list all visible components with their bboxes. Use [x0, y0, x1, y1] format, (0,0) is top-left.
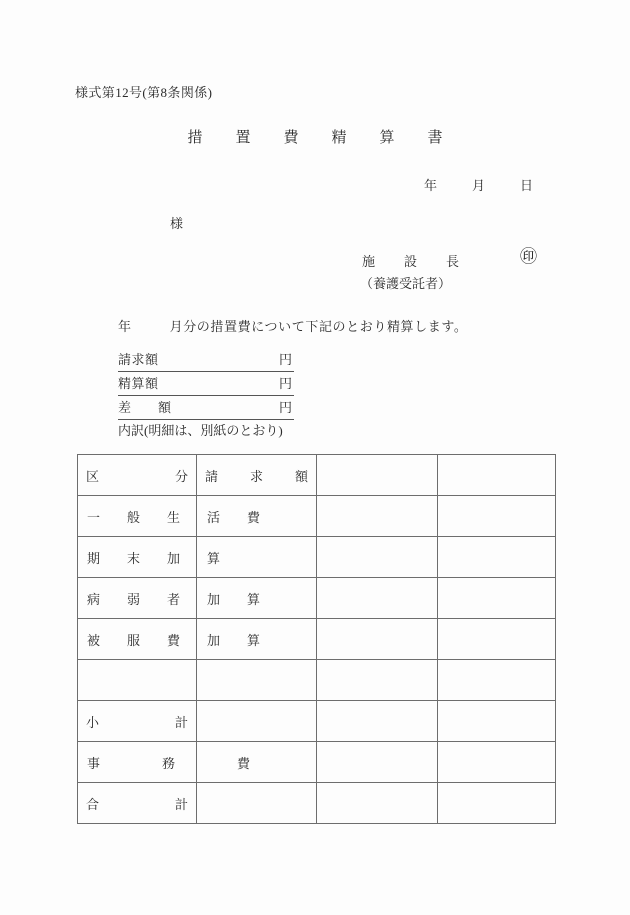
- header-cell-blank-1: [317, 455, 438, 496]
- amount-row-difference: [118, 396, 294, 420]
- table-row: [78, 537, 556, 578]
- row-label-text: 期 末 加 算: [87, 550, 228, 566]
- row-cell-amount[interactable]: [197, 660, 317, 701]
- row-label-text: 一 般 生 活 費: [87, 509, 268, 525]
- row-cell-blank-1[interactable]: [317, 742, 438, 783]
- amount-label-claim: 請求額: [118, 352, 159, 367]
- table-row: [78, 742, 556, 783]
- seal-icon: ㊞: [520, 247, 537, 266]
- row-label-text: 病 弱 者 加 算: [87, 591, 268, 607]
- statement-year-label: 年: [118, 319, 132, 334]
- header-amount-2: 求: [249, 468, 263, 484]
- header-category-left: 区: [86, 468, 100, 484]
- row-cell-blank-1[interactable]: [317, 496, 438, 537]
- signer-title: 施 設 長: [362, 254, 468, 269]
- date-month-label: 月: [471, 178, 486, 193]
- row-cell-blank-1[interactable]: [317, 619, 438, 660]
- row-cell-blank-2[interactable]: [438, 783, 556, 824]
- amount-lines: [118, 348, 294, 420]
- row-cell-blank-2[interactable]: [438, 742, 556, 783]
- row-label-text-right: 計: [174, 796, 188, 812]
- breakdown-note: 内訳(明細は、別紙のとおり): [118, 423, 283, 438]
- date-year-label: 年: [423, 178, 438, 193]
- addressee-honorific: 様: [170, 216, 184, 231]
- page-title: 措 置 費 精 算 書: [187, 130, 452, 146]
- table-row: [78, 701, 556, 742]
- amount-row-settlement: [118, 372, 294, 396]
- table-row: [78, 578, 556, 619]
- table-row: [78, 783, 556, 824]
- amount-unit-claim: 円: [278, 352, 292, 367]
- date-line: [424, 175, 534, 194]
- row-cell-blank-2[interactable]: [438, 619, 556, 660]
- amount-row-claim: [118, 348, 294, 372]
- statement-text: 月分の措置費について下記のとおり精算します。: [169, 319, 468, 334]
- header-cell-category: [78, 455, 197, 496]
- row-cell-blank-2[interactable]: [438, 578, 556, 619]
- row-label-text-left: 小: [86, 714, 100, 730]
- row-label-text: 被 服 費 加 算: [87, 632, 268, 648]
- header-cell-blank-2: [438, 455, 556, 496]
- row-label-clothing-expense-addition: [78, 619, 268, 660]
- row-cell-amount[interactable]: [197, 783, 317, 824]
- signer-subtitle: （養護受託者）: [360, 276, 452, 291]
- table-row: [78, 660, 556, 701]
- row-label-text-left: 合: [86, 796, 100, 812]
- row-label-empty[interactable]: [78, 660, 197, 701]
- header-category-right: 分: [174, 468, 188, 484]
- row-cell-amount[interactable]: [197, 701, 317, 742]
- form-number: 様式第12号(第8条関係): [75, 85, 213, 100]
- table-row: [78, 496, 556, 537]
- row-cell-blank-1[interactable]: [317, 701, 438, 742]
- cost-breakdown-table: [77, 454, 556, 824]
- row-cell-blank-1[interactable]: [317, 537, 438, 578]
- row-label-text: [86, 672, 87, 687]
- row-cell-blank-2[interactable]: [438, 496, 556, 537]
- amount-unit-settlement: 円: [278, 376, 292, 391]
- header-amount-3: 額: [294, 468, 308, 484]
- row-label-infirm-person-addition: [78, 578, 268, 619]
- date-day-label: 日: [519, 178, 534, 193]
- row-cell-blank-2[interactable]: [438, 701, 556, 742]
- table-header-row: [78, 455, 556, 496]
- signer-block: [360, 247, 537, 291]
- header-cell-amount: [197, 455, 317, 496]
- amount-label-settlement: 精算額: [118, 376, 159, 391]
- amount-unit-difference: 円: [278, 400, 292, 415]
- header-amount-1: 請: [205, 468, 219, 484]
- row-cell-blank-2[interactable]: [438, 537, 556, 578]
- row-cell-blank-1[interactable]: [317, 578, 438, 619]
- row-label-total: [78, 783, 197, 824]
- statement-line: [118, 316, 468, 335]
- row-label-term-end-addition: [78, 537, 228, 578]
- row-label-text-right: 計: [174, 714, 188, 730]
- row-label-text: 事 務 費: [87, 755, 263, 771]
- row-cell-blank-1[interactable]: [317, 783, 438, 824]
- amount-label-difference: 差 額: [118, 400, 179, 415]
- row-cell-blank-1[interactable]: [317, 660, 438, 701]
- row-cell-blank-2[interactable]: [438, 660, 556, 701]
- row-label-administrative-expense: [78, 742, 263, 783]
- table-row: [78, 619, 556, 660]
- row-label-subtotal: [78, 701, 197, 742]
- row-label-general-living-expense: [78, 496, 268, 537]
